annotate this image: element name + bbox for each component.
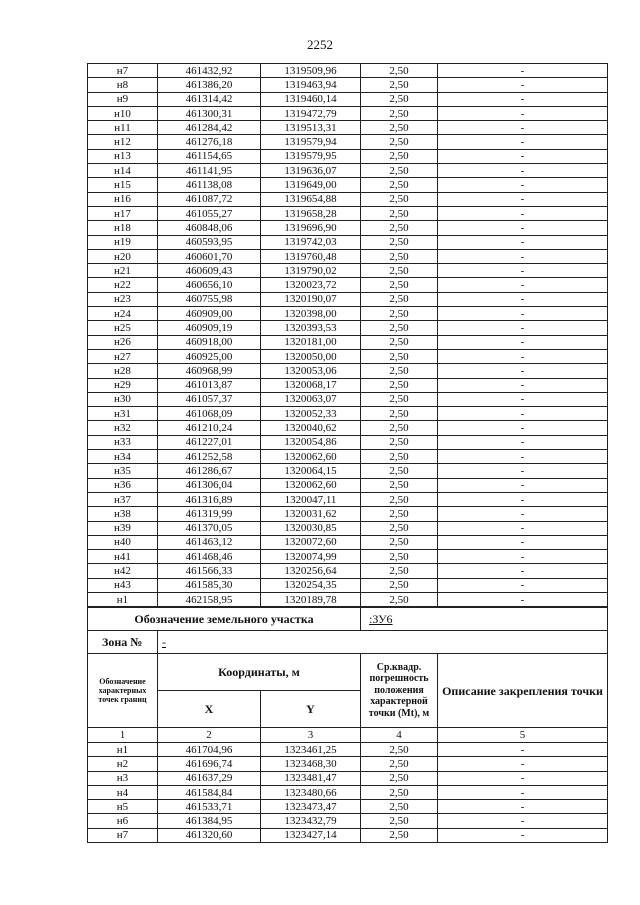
description-value: -: [438, 771, 608, 785]
accuracy-value: 2,50: [361, 192, 438, 206]
description-value: -: [438, 106, 608, 120]
coord-x: 461306,04: [158, 478, 261, 492]
coord-y: 1319463,94: [261, 78, 361, 92]
point-label: н7: [88, 64, 158, 78]
description-value: -: [438, 249, 608, 263]
table-row: [88, 149, 608, 163]
point-label: н13: [88, 149, 158, 163]
coord-x: 461013,87: [158, 378, 261, 392]
coord-y: 1320040,62: [261, 421, 361, 435]
zone-label: Зона №: [88, 631, 158, 654]
coord-x: 460755,98: [158, 292, 261, 306]
coord-y: 1319509,96: [261, 64, 361, 78]
coord-x: 461227,01: [158, 435, 261, 449]
table-row: [88, 743, 608, 757]
coord-x: 460968,99: [158, 364, 261, 378]
point-label: н1: [88, 592, 158, 606]
accuracy-value: 2,50: [361, 264, 438, 278]
coord-x: 461463,12: [158, 535, 261, 549]
coord-x: 461141,95: [158, 164, 261, 178]
coord-x: 461370,05: [158, 521, 261, 535]
coord-x: 461566,33: [158, 564, 261, 578]
accuracy-value: 2,50: [361, 106, 438, 120]
description-value: -: [438, 564, 608, 578]
coord-y: 1320050,00: [261, 349, 361, 363]
coord-x: 461286,67: [158, 464, 261, 478]
coord-x: 461637,29: [158, 771, 261, 785]
table-row: [88, 535, 608, 549]
coord-x: 461087,72: [158, 192, 261, 206]
description-value: -: [438, 785, 608, 799]
point-label: н41: [88, 550, 158, 564]
accuracy-value: 2,50: [361, 378, 438, 392]
zone-row: [88, 631, 608, 654]
coord-y: 1319790,02: [261, 264, 361, 278]
table-row: [88, 435, 608, 449]
coord-y: 1319579,95: [261, 149, 361, 163]
accuracy-value: 2,50: [361, 178, 438, 192]
table-row: [88, 264, 608, 278]
description-value: -: [438, 407, 608, 421]
accuracy-value: 2,50: [361, 814, 438, 828]
bottom-table-body: [88, 743, 608, 843]
accuracy-value: 2,50: [361, 478, 438, 492]
accuracy-value: 2,50: [361, 121, 438, 135]
description-value: -: [438, 478, 608, 492]
header-x: X: [158, 691, 261, 728]
coord-y: 1320053,06: [261, 364, 361, 378]
zone-value: [158, 631, 608, 654]
table-row: [88, 121, 608, 135]
coord-x: 460601,70: [158, 249, 261, 263]
accuracy-value: 2,50: [361, 464, 438, 478]
description-value: -: [438, 206, 608, 220]
accuracy-value: 2,50: [361, 450, 438, 464]
point-label: н42: [88, 564, 158, 578]
point-label: н16: [88, 192, 158, 206]
accuracy-value: 2,50: [361, 364, 438, 378]
point-label: н18: [88, 221, 158, 235]
coord-x: 461284,42: [158, 121, 261, 135]
land-plot-value: :ЗУ6: [361, 608, 608, 631]
description-value: -: [438, 392, 608, 406]
land-plot-label: Обозначение земельного участка: [88, 608, 361, 631]
accuracy-value: 2,50: [361, 164, 438, 178]
accuracy-value: 2,50: [361, 321, 438, 335]
accuracy-value: 2,50: [361, 800, 438, 814]
description-value: -: [438, 78, 608, 92]
table-row: [88, 757, 608, 771]
point-label: н35: [88, 464, 158, 478]
coord-y: 1319513,31: [261, 121, 361, 135]
point-label: н7: [88, 828, 158, 842]
accuracy-value: 2,50: [361, 535, 438, 549]
accuracy-value: 2,50: [361, 206, 438, 220]
description-value: -: [438, 264, 608, 278]
coord-y: 1320181,00: [261, 335, 361, 349]
header-coords: Координаты, м: [158, 654, 361, 691]
description-value: -: [438, 192, 608, 206]
coord-y: 1323480,66: [261, 785, 361, 799]
description-value: -: [438, 578, 608, 592]
table-row: [88, 492, 608, 506]
table-row: [88, 550, 608, 564]
coord-x: 461468,46: [158, 550, 261, 564]
point-label: н22: [88, 278, 158, 292]
coord-x: 461585,30: [158, 578, 261, 592]
table-row: [88, 564, 608, 578]
description-value: -: [438, 307, 608, 321]
accuracy-value: 2,50: [361, 349, 438, 363]
coord-y: 1320398,00: [261, 307, 361, 321]
point-label: н12: [88, 135, 158, 149]
coord-y: 1319579,94: [261, 135, 361, 149]
point-label: н15: [88, 178, 158, 192]
coord-x: 461068,09: [158, 407, 261, 421]
coord-y: 1320023,72: [261, 278, 361, 292]
coordinates-table-zu6: [87, 607, 608, 843]
top-table-body: [88, 64, 608, 607]
accuracy-value: 2,50: [361, 771, 438, 785]
coord-x: 460609,43: [158, 264, 261, 278]
coord-x: 461386,20: [158, 78, 261, 92]
accuracy-value: 2,50: [361, 292, 438, 306]
land-plot-row: [88, 608, 608, 631]
point-label: н20: [88, 249, 158, 263]
table-row: [88, 221, 608, 235]
point-label: н9: [88, 92, 158, 106]
coord-x: 461319,99: [158, 507, 261, 521]
accuracy-value: 2,50: [361, 507, 438, 521]
column-numbers-row: [88, 728, 608, 743]
point-label: н31: [88, 407, 158, 421]
description-value: -: [438, 121, 608, 135]
coord-y: 1320068,17: [261, 378, 361, 392]
description-value: -: [438, 335, 608, 349]
coord-x: 460918,00: [158, 335, 261, 349]
description-value: -: [438, 435, 608, 449]
point-label: н24: [88, 307, 158, 321]
description-value: -: [438, 814, 608, 828]
column-number: 4: [361, 728, 438, 743]
accuracy-value: 2,50: [361, 149, 438, 163]
accuracy-value: 2,50: [361, 592, 438, 606]
description-value: -: [438, 321, 608, 335]
header-row-1: [88, 654, 608, 691]
point-label: н3: [88, 771, 158, 785]
zone-value-text: -: [162, 635, 166, 649]
coord-y: 1320047,11: [261, 492, 361, 506]
coord-x: 461704,96: [158, 743, 261, 757]
table-row: [88, 164, 608, 178]
table-row: [88, 192, 608, 206]
point-label: н30: [88, 392, 158, 406]
point-label: н19: [88, 235, 158, 249]
table-row: [88, 578, 608, 592]
description-value: -: [438, 464, 608, 478]
page-number: 2252: [307, 37, 333, 52]
coord-y: 1319472,79: [261, 106, 361, 120]
coord-y: 1320072,60: [261, 535, 361, 549]
header-y: Y: [261, 691, 361, 728]
column-number: 1: [88, 728, 158, 743]
table-row: [88, 814, 608, 828]
point-label: н14: [88, 164, 158, 178]
coord-x: 461138,08: [158, 178, 261, 192]
coord-y: 1320190,07: [261, 292, 361, 306]
accuracy-value: 2,50: [361, 550, 438, 564]
coord-x: 461055,27: [158, 206, 261, 220]
table-row: [88, 349, 608, 363]
coord-x: 461252,58: [158, 450, 261, 464]
table-row: [88, 592, 608, 606]
description-value: -: [438, 535, 608, 549]
column-number: 2: [158, 728, 261, 743]
coord-y: 1320062,60: [261, 478, 361, 492]
point-label: н37: [88, 492, 158, 506]
coord-y: 1320393,53: [261, 321, 361, 335]
coord-x: 460656,10: [158, 278, 261, 292]
accuracy-value: 2,50: [361, 249, 438, 263]
coord-y: 1323468,30: [261, 757, 361, 771]
table-row: [88, 364, 608, 378]
header-accuracy: Ср.квадр. погрешность положения характерной точки (Mt), м: [361, 654, 438, 728]
coord-x: 460593,95: [158, 235, 261, 249]
coord-x: 461210,24: [158, 421, 261, 435]
point-label: н4: [88, 785, 158, 799]
table-row: [88, 206, 608, 220]
accuracy-value: 2,50: [361, 435, 438, 449]
description-value: -: [438, 135, 608, 149]
point-label: н17: [88, 206, 158, 220]
description-value: -: [438, 178, 608, 192]
description-value: -: [438, 292, 608, 306]
point-label: н23: [88, 292, 158, 306]
point-label: н28: [88, 364, 158, 378]
coord-x: 462158,95: [158, 592, 261, 606]
column-number: 3: [261, 728, 361, 743]
table-row: [88, 771, 608, 785]
point-label: н2: [88, 757, 158, 771]
point-label: н43: [88, 578, 158, 592]
coord-y: 1320256,64: [261, 564, 361, 578]
table-row: [88, 307, 608, 321]
coord-y: 1319760,48: [261, 249, 361, 263]
coord-y: 1320031,62: [261, 507, 361, 521]
table-row: [88, 464, 608, 478]
description-value: -: [438, 828, 608, 842]
point-label: н36: [88, 478, 158, 492]
coord-x: 461320,60: [158, 828, 261, 842]
table-row: [88, 106, 608, 120]
table-row: [88, 828, 608, 842]
point-label: н25: [88, 321, 158, 335]
table-row: [88, 800, 608, 814]
description-value: -: [438, 492, 608, 506]
point-label: н33: [88, 435, 158, 449]
coord-y: 1320074,99: [261, 550, 361, 564]
accuracy-value: 2,50: [361, 828, 438, 842]
table-row: [88, 378, 608, 392]
description-value: -: [438, 507, 608, 521]
coord-x: 461384,95: [158, 814, 261, 828]
coord-y: 1319649,00: [261, 178, 361, 192]
accuracy-value: 2,50: [361, 421, 438, 435]
table-row: [88, 235, 608, 249]
coord-y: 1323432,79: [261, 814, 361, 828]
accuracy-value: 2,50: [361, 78, 438, 92]
accuracy-value: 2,50: [361, 278, 438, 292]
coord-y: 1323473,47: [261, 800, 361, 814]
table-row: [88, 450, 608, 464]
coord-y: 1320063,07: [261, 392, 361, 406]
coord-y: 1319460,14: [261, 92, 361, 106]
description-value: -: [438, 592, 608, 606]
coord-y: 1323461,25: [261, 743, 361, 757]
accuracy-value: 2,50: [361, 392, 438, 406]
point-label: н40: [88, 535, 158, 549]
description-value: -: [438, 800, 608, 814]
coord-x: 461584,84: [158, 785, 261, 799]
accuracy-value: 2,50: [361, 743, 438, 757]
description-value: -: [438, 364, 608, 378]
table-row: [88, 321, 608, 335]
point-label: н8: [88, 78, 158, 92]
accuracy-value: 2,50: [361, 492, 438, 506]
point-label: н34: [88, 450, 158, 464]
coord-y: 1320054,86: [261, 435, 361, 449]
point-label: н1: [88, 743, 158, 757]
coord-x: 461154,65: [158, 149, 261, 163]
point-label: н11: [88, 121, 158, 135]
description-value: -: [438, 550, 608, 564]
coordinates-table-continued: [87, 63, 608, 607]
coord-x: 460925,00: [158, 349, 261, 363]
accuracy-value: 2,50: [361, 335, 438, 349]
coord-y: 1320030,85: [261, 521, 361, 535]
description-value: -: [438, 378, 608, 392]
description-value: -: [438, 149, 608, 163]
point-label: н10: [88, 106, 158, 120]
coord-y: 1323427,14: [261, 828, 361, 842]
accuracy-value: 2,50: [361, 307, 438, 321]
coord-y: 1320189,78: [261, 592, 361, 606]
accuracy-value: 2,50: [361, 64, 438, 78]
point-label: н26: [88, 335, 158, 349]
point-label: н6: [88, 814, 158, 828]
table-row: [88, 249, 608, 263]
point-label: н21: [88, 264, 158, 278]
description-value: -: [438, 278, 608, 292]
coord-y: 1320052,33: [261, 407, 361, 421]
description-value: -: [438, 235, 608, 249]
point-label: н29: [88, 378, 158, 392]
table-row: [88, 507, 608, 521]
table-row: [88, 135, 608, 149]
table-row: [88, 407, 608, 421]
accuracy-value: 2,50: [361, 135, 438, 149]
coord-y: 1319636,07: [261, 164, 361, 178]
point-label: н38: [88, 507, 158, 521]
point-label: н5: [88, 800, 158, 814]
description-value: -: [438, 164, 608, 178]
coord-x: 461533,71: [158, 800, 261, 814]
table-row: [88, 278, 608, 292]
table-row: [88, 785, 608, 799]
coord-y: 1320254,35: [261, 578, 361, 592]
coord-y: 1319654,88: [261, 192, 361, 206]
accuracy-value: 2,50: [361, 92, 438, 106]
coord-x: 461432,92: [158, 64, 261, 78]
point-label: н39: [88, 521, 158, 535]
table-row: [88, 335, 608, 349]
table-row: [88, 478, 608, 492]
column-number: 5: [438, 728, 608, 743]
table-row: [88, 421, 608, 435]
coord-y: 1320062,60: [261, 450, 361, 464]
table-row: [88, 178, 608, 192]
coord-x: 460909,00: [158, 307, 261, 321]
accuracy-value: 2,50: [361, 407, 438, 421]
coord-x: 460909,19: [158, 321, 261, 335]
header-description: Описание закрепления точки: [438, 654, 608, 728]
coord-x: 461314,42: [158, 92, 261, 106]
description-value: -: [438, 743, 608, 757]
accuracy-value: 2,50: [361, 757, 438, 771]
coord-x: 461057,37: [158, 392, 261, 406]
accuracy-value: 2,50: [361, 221, 438, 235]
table-row: [88, 292, 608, 306]
description-value: -: [438, 421, 608, 435]
coord-y: 1323481,47: [261, 771, 361, 785]
description-value: -: [438, 221, 608, 235]
coord-x: 461276,18: [158, 135, 261, 149]
table-row: [88, 92, 608, 106]
accuracy-value: 2,50: [361, 235, 438, 249]
coord-x: 460848,06: [158, 221, 261, 235]
accuracy-value: 2,50: [361, 578, 438, 592]
description-value: -: [438, 521, 608, 535]
point-label: н27: [88, 349, 158, 363]
coord-x: 461300,31: [158, 106, 261, 120]
description-value: -: [438, 64, 608, 78]
coord-y: 1319696,90: [261, 221, 361, 235]
accuracy-value: 2,50: [361, 564, 438, 578]
accuracy-value: 2,50: [361, 785, 438, 799]
coord-y: 1319742,03: [261, 235, 361, 249]
coord-y: 1319658,28: [261, 206, 361, 220]
point-label: н32: [88, 421, 158, 435]
coord-y: 1320064,15: [261, 464, 361, 478]
table-row: [88, 64, 608, 78]
description-value: -: [438, 450, 608, 464]
table-row: [88, 392, 608, 406]
table-row: [88, 78, 608, 92]
header-point: Обозначение характерных точек границ: [88, 654, 158, 728]
coord-x: 461316,89: [158, 492, 261, 506]
accuracy-value: 2,50: [361, 521, 438, 535]
description-value: -: [438, 349, 608, 363]
table-row: [88, 521, 608, 535]
description-value: -: [438, 92, 608, 106]
description-value: -: [438, 757, 608, 771]
coord-x: 461696,74: [158, 757, 261, 771]
